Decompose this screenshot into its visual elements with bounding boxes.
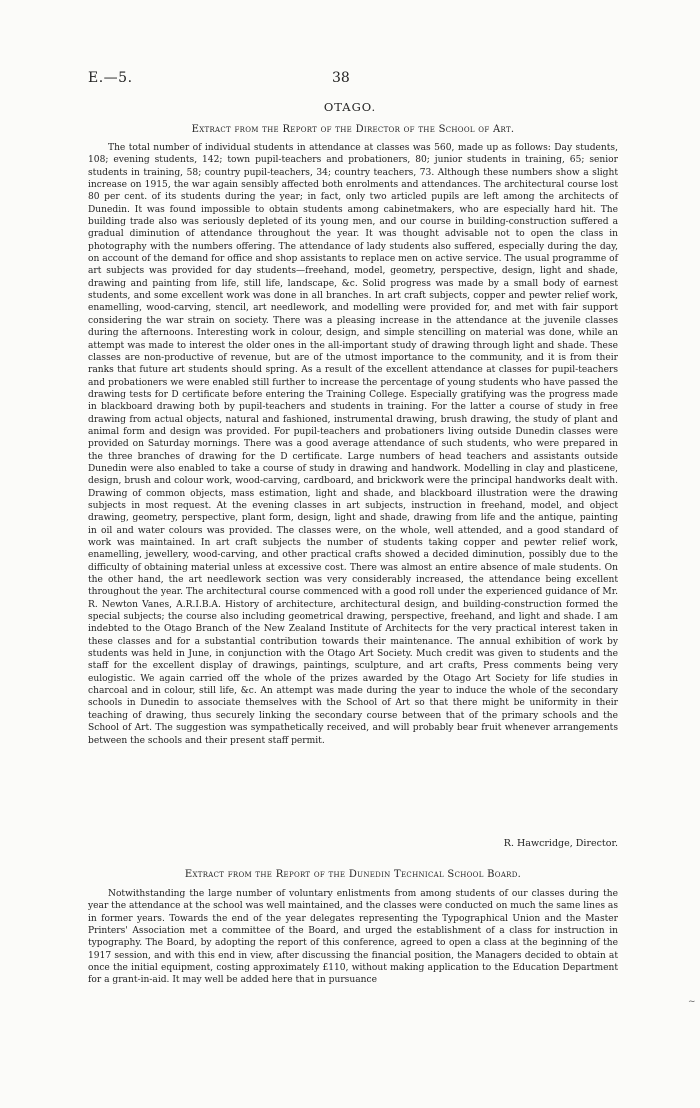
- report-body-school-of-art: The total number of individual students in attendance at classes was 560, made up as follows: Day students, 108; evening students, 142; town pupil-teachers and probationers, 80; junior students in training, 65; senior students in training, 58; country pupil-teachers, 34; country teachers, 73. Although these numbers show a slight increase on 1915, the war again sensibly affected both enrolments and attendances. The architectural course lost 80 per cent. of its students during the year; in fact, only two articled pupils are left among the architects of Dunedin. It was found impossible to obtain students among cabinetmakers, who are especially hard hit. The building trade also was seriously depleted of its young men, and our course in building-construction suffered a gradual diminution of attendance throughout the year. It was thought advisable not to open the class in photography with the numbers offering. The attendance of lady students also suffered, especially during the day, on account of the demand for office and shop assistants to replace men on active service. The usual programme of art subjects was provided for day students—freehand, model, geometry, perspective, design, light and shade, drawing and painting from life, still life, landscape, &c. Solid progress was made by a small body of earnest students, and some excellent work was done in all branches. In art craft subjects, copper and pewter relief work, enamelling, wood-carving, stencil, art needlework, and modelling were provided for, and met with fair support considering the war strain on society. There was a pleasing increase in the attendance at the juvenile classes during the afternoons. Interesting work in colour, design, and simple stencilling on material was done, while an attempt was made to interest the older ones in the all-important study of drawing through light and shade. These classes are non-productive of revenue, but are of the utmost importance to the community, and it is from their ranks that future art students should spring. As a result of the excellent attendance at classes for pupil-teachers and probationers we were enabled still further to increase the percentage of young students who have passed the drawing tests for D certificate before entering the Training College. Especially gratifying was the progress made in blackboard drawing both by pupil-teachers and students in training. For the latter a course of study in free drawing from actual objects, natural and fashioned, instrumental drawing, brush drawing, the study of plant and animal form and design was provided. For pupil-teachers and probationers living outside Dunedin classes were provided on Saturday mornings. There was a good average attendance of such students, who were prepared in the three branches of drawing for the D certificate. Large numbers of head teachers and assistants outside Dunedin were also enabled to take a course of study in drawing and handwork. Modelling in clay and plasticene, design, brush and colour work, wood-carving, cardboard, and brickwork were the principal handworks dealt with. Drawing of common objects, mass estimation, light and shade, and blackboard illustration were the drawing subjects in most request. At the evening classes in art subjects, instruction in freehand, model, and object drawing, geometry, perspective, plant form, design, light and shade, drawing from life and the antique, painting in oil and water colours was provided. The classes were, on the whole, well attended, and a good standard of work was maintained. In art craft subjects the number of students taking copper and pewter relief work, enamelling, jewellery, wood-carving, and other practical crafts showed a decided diminution, possibly due to the difficulty of obtaining material unless at excessive cost. There was almost an entire absence of male students. On the other hand, the art needlework section was very considerably increased, the attendance being excellent throughout the year. The architectural course commenced with a good roll under the experienced guidance of Mr. R. Newton Vanes, A.R.I.B.A. History of architecture, architectural design, and building-construction formed the special subjects; the course also including geometrical drawing, perspective, freehand, and light and shade. I am indebted to the Otago Branch of the New Zealand Institute of Architects for the very practical interest taken in these classes and for a substantial contribution towards their maintenance. The annual exhibition of work by students was held in June, in conjunction with the Otago Art Society. Much credit was given to students and the staff for the excellent display of drawings, paintings, sculpture, and art crafts, Press comments being very eulogistic. We again carried off the whole of the prizes awarded by the Otago Art Society for life studies in charcoal and in colour, still life, &c. An attempt was made during the year to induce the whole of the secondary schools in Dunedin to associate themselves with the School of Art so that there might be uniformity in their teaching of drawing, thus securely linking the secondary course between that of the primary schools and the School of Art. The suggestion was sympathetically received, and will probably bear fruit whenever arrangements between the schools and their present staff permit.: [88, 143, 618, 746]
- report-heading-school-of-art: Extract from the Report of the Director of the School of Art.: [191, 124, 515, 135]
- margin-mark: ~: [688, 997, 696, 1007]
- report-heading-technical-school: Extract from the Report of the Dunedin Technical School Board.: [184, 869, 522, 880]
- page-reference: E.—5.: [88, 70, 133, 86]
- report-signature: R. Hawcridge, Director.: [503, 838, 618, 849]
- section-title: OTAGO.: [323, 100, 377, 114]
- report-body-technical-school: Notwithstanding the large number of voluntary enlistments from among students of our classes during the year the attendance at the school was well maintained, and the classes were conducted on much the same lines as in former years. Towards the end of the year delegates representing the Typographical Union and the Master Printers' Association met a committee of the Board, and urged the establishment of a class for instruction in typography. The Board, by adopting the report of this conference, agreed to open a class at the beginning of the 1917 session, and with this end in view, after discussing the financial position, the Managers decided to obtain at once the initial equipment, costing approximately £110, without making application to the Education Department for a grant-in-aid. It may well be added here that in pursuance: [88, 889, 618, 986]
- page-number: 38: [332, 70, 350, 86]
